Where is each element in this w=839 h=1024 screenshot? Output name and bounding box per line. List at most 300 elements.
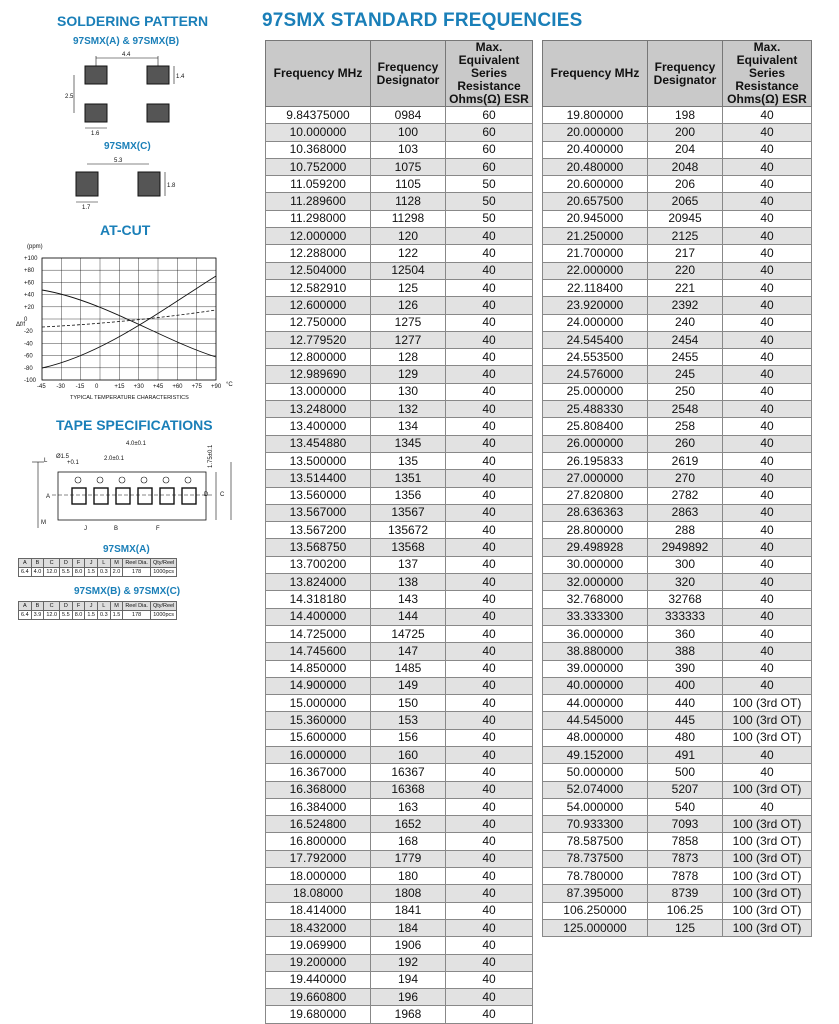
esr-cell: 40 (723, 124, 812, 141)
esr-cell: 100 (3rd OT) (723, 729, 812, 746)
designator-cell: 2048 (648, 158, 723, 175)
table-row (543, 591, 812, 608)
esr-cell: 40 (723, 279, 812, 296)
esr-cell: 40 (723, 314, 812, 331)
esr-cell: 40 (446, 919, 533, 936)
table-cell: 4.0 (31, 568, 44, 577)
designator-cell: 14725 (371, 625, 446, 642)
esr-cell: 60 (446, 158, 533, 175)
designator-cell: 192 (371, 954, 446, 971)
frequency-cell: 78.737500 (543, 850, 648, 867)
frequency-cell: 24.545400 (543, 331, 648, 348)
designator-cell: 270 (648, 470, 723, 487)
table-row (266, 470, 533, 487)
designator-cell: 1808 (371, 885, 446, 902)
table-row (543, 712, 812, 729)
esr-cell: 40 (723, 574, 812, 591)
esr-cell: 40 (723, 522, 812, 539)
designator-cell: 204 (648, 141, 723, 158)
designator-cell: 217 (648, 245, 723, 262)
table-cell: 3.9 (31, 611, 44, 620)
frequency-cell: 16.524800 (266, 816, 371, 833)
svg-text:Ø1.5: Ø1.5 (56, 454, 70, 460)
table-row (266, 176, 533, 193)
esr-cell: 100 (3rd OT) (723, 868, 812, 885)
esr-cell: 40 (723, 107, 812, 124)
x-tick-label: 0 (95, 384, 99, 390)
at-cut-chart (12, 240, 242, 410)
frequency-cell: 78.780000 (543, 868, 648, 885)
designator-cell: 390 (648, 660, 723, 677)
tape-bc-subtitle: 97SMX(B) & 97SMX(C) (74, 586, 181, 597)
frequency-cell: 50.000000 (543, 764, 648, 781)
header-designator: Frequency Designator (371, 41, 446, 107)
table-row (543, 314, 812, 331)
designator-cell: 1356 (371, 487, 446, 504)
table-row (266, 158, 533, 175)
table-row (19, 611, 177, 620)
esr-cell: 40 (446, 643, 533, 660)
header-designator: Frequency Designator (648, 41, 723, 107)
table-row (543, 141, 812, 158)
table-row (266, 798, 533, 815)
table-cell: D (60, 559, 73, 568)
soldering-pattern-ab-diagram (60, 48, 190, 138)
frequency-cell: 12.000000 (266, 228, 371, 245)
designator-cell: 144 (371, 608, 446, 625)
esr-cell: 40 (446, 245, 533, 262)
esr-cell: 40 (723, 487, 812, 504)
tape-pocket (94, 488, 108, 504)
esr-cell: 40 (446, 435, 533, 452)
tape-a-table (18, 558, 177, 577)
designator-cell: 134 (371, 418, 446, 435)
esr-cell: 60 (446, 141, 533, 158)
sprocket-hole (119, 477, 125, 483)
table-header-row (19, 559, 177, 568)
table-row (266, 608, 533, 625)
designator-cell: 440 (648, 695, 723, 712)
designator-cell: 2065 (648, 193, 723, 210)
table-cell: 0.3 (98, 611, 111, 620)
designator-cell: 128 (371, 349, 446, 366)
frequency-cell: 11.298000 (266, 210, 371, 227)
table-row (266, 228, 533, 245)
designator-cell: 2454 (648, 331, 723, 348)
frequency-cell: 22.000000 (543, 262, 648, 279)
designator-cell: 16367 (371, 764, 446, 781)
table-row (266, 297, 533, 314)
designator-cell: 2782 (648, 487, 723, 504)
designator-cell: 150 (371, 695, 446, 712)
table-row (266, 902, 533, 919)
frequency-cell: 14.318180 (266, 591, 371, 608)
table-cell: B (31, 559, 44, 568)
esr-cell: 100 (3rd OT) (723, 781, 812, 798)
tape-pocket (160, 488, 174, 504)
designator-cell: 388 (648, 643, 723, 660)
tape-pocket (138, 488, 152, 504)
frequency-cell: 12.750000 (266, 314, 371, 331)
tape-pocket (116, 488, 130, 504)
table-row (266, 141, 533, 158)
table-cell: Reel Dia. (123, 559, 151, 568)
table-row (266, 625, 533, 642)
table-row (543, 176, 812, 193)
frequency-cell: 14.850000 (266, 660, 371, 677)
header-frequency: Frequency MHz (543, 41, 648, 107)
designator-cell: 1906 (371, 937, 446, 954)
y-tick-label: 0 (24, 317, 28, 323)
table-cell: M (110, 559, 123, 568)
frequency-cell: 27.820800 (543, 487, 648, 504)
designator-cell: 12504 (371, 262, 446, 279)
table-row (543, 539, 812, 556)
table-cell: 1.5 (85, 611, 98, 620)
esr-cell: 40 (446, 798, 533, 815)
table-row (543, 107, 812, 124)
table-row (543, 902, 812, 919)
esr-cell: 40 (723, 228, 812, 245)
frequency-cell: 18.08000 (266, 885, 371, 902)
designator-cell: 300 (648, 556, 723, 573)
table-cell: A (19, 602, 32, 611)
frequency-cell: 20.600000 (543, 176, 648, 193)
designator-cell: 1277 (371, 331, 446, 348)
designator-cell: 7858 (648, 833, 723, 850)
designator-cell: 360 (648, 625, 723, 642)
table-cell: 6.4 (19, 611, 32, 620)
designator-cell: 198 (648, 107, 723, 124)
designator-cell: 2392 (648, 297, 723, 314)
esr-cell: 40 (723, 746, 812, 763)
table-row (266, 1006, 533, 1023)
designator-cell: 1968 (371, 1006, 446, 1023)
esr-cell: 40 (723, 591, 812, 608)
designator-cell: 20945 (648, 210, 723, 227)
table-row (266, 746, 533, 763)
esr-cell: 50 (446, 210, 533, 227)
esr-cell: 40 (723, 677, 812, 694)
designator-cell: 491 (648, 746, 723, 763)
designator-cell: 120 (371, 228, 446, 245)
frequency-cell: 13.700200 (266, 556, 371, 573)
designator-cell: 2949892 (648, 539, 723, 556)
svg-text:D: D (204, 492, 209, 498)
esr-cell: 40 (446, 297, 533, 314)
esr-cell: 40 (446, 677, 533, 694)
x-tick-label: +15 (114, 384, 125, 390)
esr-cell: 40 (723, 383, 812, 400)
table-cell: A (19, 559, 32, 568)
table-cell: 1000pcs (150, 568, 176, 577)
frequency-cell: 32.768000 (543, 591, 648, 608)
table-row (266, 452, 533, 469)
frequency-cell: 11.289600 (266, 193, 371, 210)
designator-cell: 13568 (371, 539, 446, 556)
deg-c-label: °C (226, 382, 233, 388)
designator-cell: 220 (648, 262, 723, 279)
designator-cell: 32768 (648, 591, 723, 608)
table-row (543, 522, 812, 539)
table-cell: C (44, 559, 60, 568)
frequency-cell: 13.567200 (266, 522, 371, 539)
frequency-cell: 12.582910 (266, 279, 371, 296)
esr-cell: 40 (723, 262, 812, 279)
table-row (266, 539, 533, 556)
designator-cell: 147 (371, 643, 446, 660)
curve-upper-left (42, 290, 216, 357)
table-row (266, 764, 533, 781)
table-row (266, 712, 533, 729)
designator-cell: 540 (648, 798, 723, 815)
designator-cell: 156 (371, 729, 446, 746)
designator-cell: 400 (648, 677, 723, 694)
frequency-cell: 48.000000 (543, 729, 648, 746)
frequency-cell: 30.000000 (543, 556, 648, 573)
table-row (543, 193, 812, 210)
table-cell: 1.5 (110, 611, 123, 620)
table-row (266, 660, 533, 677)
designator-cell: 180 (371, 868, 446, 885)
sprocket-hole (185, 477, 191, 483)
esr-cell: 40 (723, 556, 812, 573)
frequency-cell: 16.384000 (266, 798, 371, 815)
designator-cell: 2863 (648, 504, 723, 521)
designator-cell: 445 (648, 712, 723, 729)
table-row (266, 971, 533, 988)
table-row (266, 366, 533, 383)
x-tick-label: +90 (211, 384, 222, 390)
esr-cell: 40 (723, 470, 812, 487)
table-row (543, 919, 812, 936)
table-cell: 6.4 (19, 568, 32, 577)
y-tick-label: -80 (24, 365, 33, 372)
frequency-cell: 17.792000 (266, 850, 371, 867)
table-cell: J (85, 559, 98, 568)
table-row (543, 574, 812, 591)
frequency-cell: 18.414000 (266, 902, 371, 919)
x-tick-label: +30 (133, 384, 144, 390)
frequency-cell: 10.000000 (266, 124, 371, 141)
table-row (266, 591, 533, 608)
frequency-cell: 12.779520 (266, 331, 371, 348)
esr-cell: 40 (446, 781, 533, 798)
designator-cell: 1841 (371, 902, 446, 919)
sprocket-hole (97, 477, 103, 483)
svg-text:1.8: 1.8 (167, 183, 176, 189)
frequency-cell: 27.000000 (543, 470, 648, 487)
table-row (266, 314, 533, 331)
designator-cell: 7873 (648, 850, 723, 867)
designator-cell: 250 (648, 383, 723, 400)
y-tick-label: -40 (24, 341, 33, 348)
svg-text:L: L (44, 458, 48, 464)
designator-cell: 206 (648, 176, 723, 193)
frequency-cell: 12.989690 (266, 366, 371, 383)
table-row (543, 228, 812, 245)
esr-cell: 40 (723, 452, 812, 469)
table-row (543, 781, 812, 798)
table-row (543, 262, 812, 279)
frequency-cell: 70.933300 (543, 816, 648, 833)
frequency-cell: 13.567000 (266, 504, 371, 521)
esr-cell: 40 (446, 660, 533, 677)
esr-cell: 40 (446, 971, 533, 988)
designator-cell: 125 (648, 919, 723, 936)
esr-cell: 40 (723, 660, 812, 677)
esr-cell: 40 (446, 452, 533, 469)
frequency-cell: 49.152000 (543, 746, 648, 763)
designator-cell: 11298 (371, 210, 446, 227)
esr-cell: 100 (3rd OT) (723, 902, 812, 919)
y-tick-label: +40 (24, 292, 35, 299)
table-row (543, 695, 812, 712)
svg-text:1.6: 1.6 (91, 131, 100, 137)
designator-cell: 106.25 (648, 902, 723, 919)
frequency-cell: 13.560000 (266, 487, 371, 504)
table-row (266, 193, 533, 210)
esr-cell: 40 (446, 989, 533, 1006)
soldering-ab-subtitle: 97SMX(A) & 97SMX(B) (73, 36, 180, 47)
table-row (266, 677, 533, 694)
table-row (543, 625, 812, 642)
designator-cell: 480 (648, 729, 723, 746)
designator-cell: 122 (371, 245, 446, 262)
table-row (266, 210, 533, 227)
table-row (266, 850, 533, 867)
frequency-cell: 78.587500 (543, 833, 648, 850)
tape-pocket (182, 488, 196, 504)
svg-text:2.0±0.1: 2.0±0.1 (104, 456, 124, 462)
frequency-cell: 12.504000 (266, 262, 371, 279)
esr-cell: 40 (446, 625, 533, 642)
tape-diagram (16, 438, 241, 543)
frequency-cell: 26.000000 (543, 435, 648, 452)
svg-text:J: J (84, 526, 87, 532)
designator-cell: 258 (648, 418, 723, 435)
table-cell: Qty/Reel (150, 559, 176, 568)
esr-cell: 40 (446, 279, 533, 296)
svg-text:2.5: 2.5 (65, 94, 74, 100)
designator-cell: 1105 (371, 176, 446, 193)
designator-cell: 143 (371, 591, 446, 608)
frequency-cell: 20.480000 (543, 158, 648, 175)
esr-cell: 40 (723, 504, 812, 521)
designator-cell: 1351 (371, 470, 446, 487)
frequency-cell: 19.440000 (266, 971, 371, 988)
designator-cell: 2548 (648, 401, 723, 418)
designator-cell: 200 (648, 124, 723, 141)
esr-cell: 40 (723, 643, 812, 660)
svg-text:+0.1: +0.1 (67, 460, 79, 466)
table-row (266, 124, 533, 141)
table-cell: Qty/Reel (150, 602, 176, 611)
esr-cell: 40 (446, 937, 533, 954)
frequency-cell: 24.553500 (543, 349, 648, 366)
designator-cell: 0984 (371, 107, 446, 124)
esr-cell: 100 (3rd OT) (723, 919, 812, 936)
esr-cell: 40 (446, 522, 533, 539)
frequency-cell: 23.920000 (543, 297, 648, 314)
table-cell: 0.3 (98, 568, 111, 577)
table-cell: 8.0 (72, 611, 85, 620)
esr-cell: 40 (723, 418, 812, 435)
table-row (266, 279, 533, 296)
table-row (543, 556, 812, 573)
x-tick-label: +45 (153, 384, 164, 390)
table-cell: Reel Dia. (123, 602, 151, 611)
table-row (543, 331, 812, 348)
designator-cell: 184 (371, 919, 446, 936)
table-row (543, 833, 812, 850)
esr-cell: 40 (446, 764, 533, 781)
designator-cell: 103 (371, 141, 446, 158)
left-panel (0, 0, 250, 640)
frequency-cell: 54.000000 (543, 798, 648, 815)
frequency-cell: 13.514400 (266, 470, 371, 487)
soldering-c-subtitle: 97SMX(C) (104, 141, 151, 152)
frequency-cell: 20.657500 (543, 193, 648, 210)
esr-cell: 40 (723, 331, 812, 348)
frequency-cell: 13.454880 (266, 435, 371, 452)
designator-cell: 132 (371, 401, 446, 418)
table-cell: D (60, 602, 73, 611)
frequency-cell: 26.195833 (543, 452, 648, 469)
esr-cell: 100 (3rd OT) (723, 850, 812, 867)
table-row (266, 522, 533, 539)
frequency-cell: 12.800000 (266, 349, 371, 366)
esr-cell: 40 (446, 556, 533, 573)
table-row (266, 487, 533, 504)
table-row (543, 297, 812, 314)
frequency-cell: 20.400000 (543, 141, 648, 158)
designator-cell: 1652 (371, 816, 446, 833)
table-cell: 5.5 (60, 611, 73, 620)
table-row (266, 435, 533, 452)
esr-cell: 40 (446, 746, 533, 763)
table-cell: F (72, 559, 85, 568)
esr-cell: 40 (446, 349, 533, 366)
frequency-cell: 40.000000 (543, 677, 648, 694)
table-row (266, 331, 533, 348)
sprocket-hole (75, 477, 81, 483)
esr-cell: 40 (446, 539, 533, 556)
esr-cell: 40 (723, 245, 812, 262)
y-tick-label: +100 (24, 256, 38, 262)
table-row (543, 729, 812, 746)
esr-cell: 60 (446, 124, 533, 141)
esr-cell: 40 (723, 608, 812, 625)
designator-cell: 163 (371, 798, 446, 815)
esr-cell: 100 (3rd OT) (723, 712, 812, 729)
table-row (266, 401, 533, 418)
table-cell: 2.0 (110, 568, 123, 577)
esr-cell: 40 (446, 401, 533, 418)
table-row (543, 816, 812, 833)
esr-cell: 40 (446, 902, 533, 919)
x-tick-label: +60 (172, 384, 183, 390)
designator-cell: 221 (648, 279, 723, 296)
y-tick-label: +20 (24, 304, 35, 311)
frequency-cell: 25.000000 (543, 383, 648, 400)
frequency-cell: 20.945000 (543, 210, 648, 227)
frequency-cell: 36.000000 (543, 625, 648, 642)
esr-cell: 100 (3rd OT) (723, 833, 812, 850)
designator-cell: 260 (648, 435, 723, 452)
header-esr: Max. Equivalent Series Resistance Ohms(Ω) ESR (723, 41, 812, 107)
frequency-cell: 18.432000 (266, 919, 371, 936)
